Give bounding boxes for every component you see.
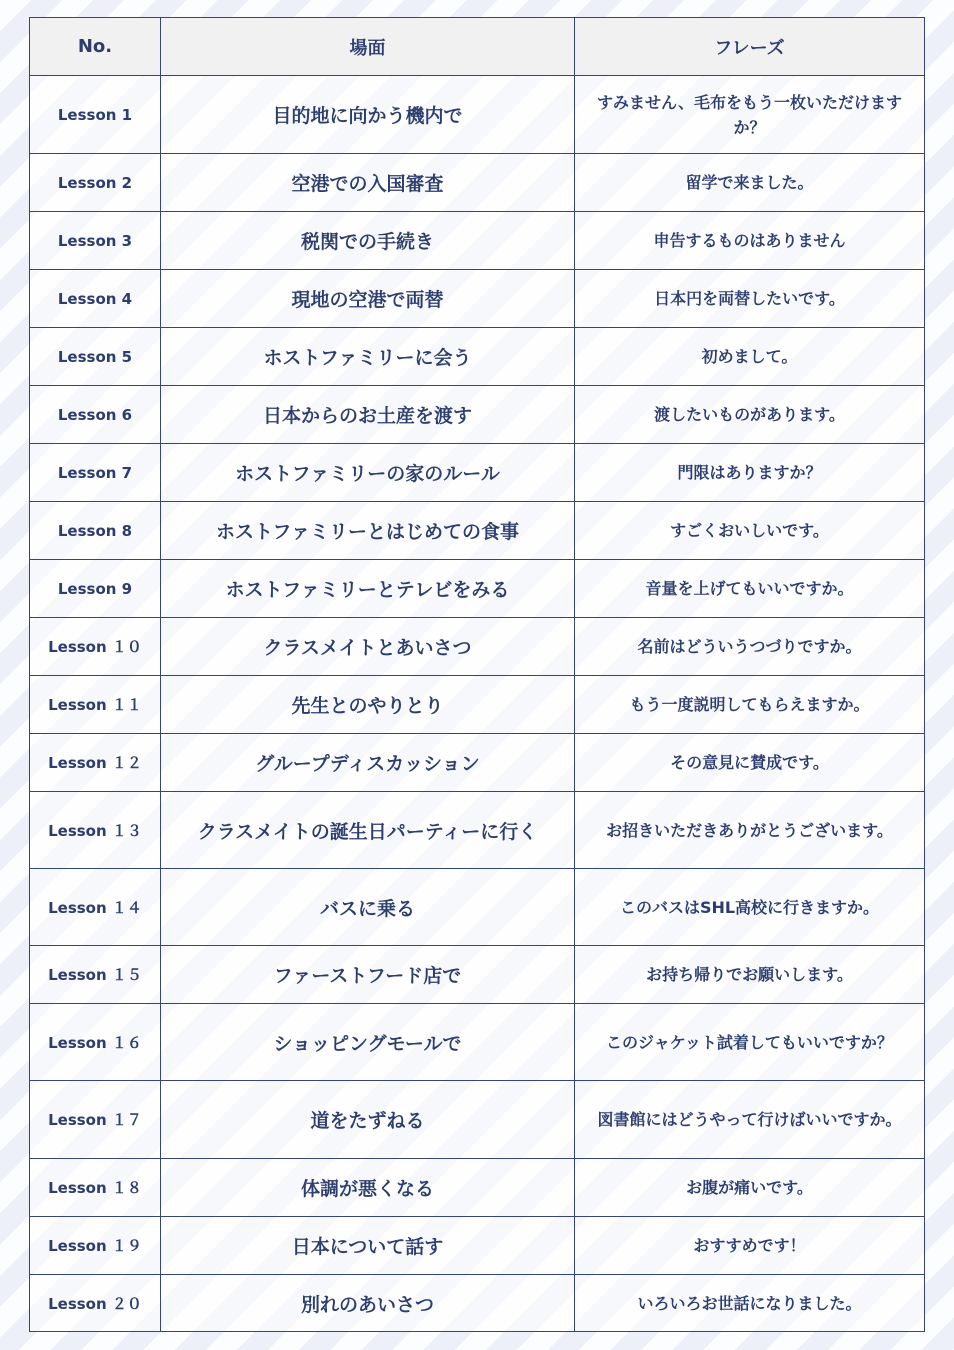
scene-cell: 別れのあいさつ	[161, 1275, 575, 1332]
phrase-cell: おすすめです！	[575, 1217, 925, 1275]
table-row	[30, 869, 925, 946]
phrase-cell: 留学で来ました。	[575, 154, 925, 212]
table-row	[30, 76, 925, 154]
lesson-number: Lesson １８	[30, 1159, 161, 1217]
table-header-row	[30, 18, 925, 76]
phrase-cell: 門限はありますか？	[575, 444, 925, 502]
scene-cell: 日本について話す	[161, 1217, 575, 1275]
lesson-number: Lesson 3	[30, 212, 161, 270]
lesson-number: Lesson 2	[30, 154, 161, 212]
lesson-number: Lesson １６	[30, 1004, 161, 1081]
phrase-cell: 音量を上げてもいいですか。	[575, 560, 925, 618]
scene-cell: クラスメイトの誕生日パーティーに行く	[161, 792, 575, 869]
table-row	[30, 502, 925, 560]
table-row	[30, 328, 925, 386]
phrase-cell: 申告するものはありません	[575, 212, 925, 270]
phrase-cell: もう一度説明してもらえますか。	[575, 676, 925, 734]
scene-cell: 税関での手続き	[161, 212, 575, 270]
table-row	[30, 1081, 925, 1159]
scene-cell: 目的地に向かう機内で	[161, 76, 575, 154]
phrase-cell: いろいろお世話になりました。	[575, 1275, 925, 1332]
table-row	[30, 1159, 925, 1217]
lesson-number: Lesson １９	[30, 1217, 161, 1275]
header-phrase: フレーズ	[575, 18, 925, 76]
table-row	[30, 1217, 925, 1275]
scene-cell: クラスメイトとあいさつ	[161, 618, 575, 676]
table-row	[30, 1275, 925, 1332]
scene-cell: ホストファミリーとテレビをみる	[161, 560, 575, 618]
lesson-number: Lesson １４	[30, 869, 161, 946]
table-row	[30, 212, 925, 270]
lesson-table-container	[29, 17, 924, 1332]
lesson-table	[29, 17, 925, 1332]
table-row	[30, 270, 925, 328]
lesson-number: Lesson １５	[30, 946, 161, 1004]
table-row	[30, 386, 925, 444]
header-scene: 場面	[161, 18, 575, 76]
scene-cell: ホストファミリーに会う	[161, 328, 575, 386]
lesson-number: Lesson 1	[30, 76, 161, 154]
table-row	[30, 444, 925, 502]
scene-cell: 道をたずねる	[161, 1081, 575, 1159]
lesson-number: Lesson 6	[30, 386, 161, 444]
lesson-number: Lesson 4	[30, 270, 161, 328]
lesson-number: Lesson ２０	[30, 1275, 161, 1332]
phrase-cell: 日本円を両替したいです。	[575, 270, 925, 328]
table-row	[30, 618, 925, 676]
lesson-number: Lesson １７	[30, 1081, 161, 1159]
scene-cell: 現地の空港で両替	[161, 270, 575, 328]
scene-cell: ファーストフード店で	[161, 946, 575, 1004]
phrase-cell: お腹が痛いです。	[575, 1159, 925, 1217]
phrase-cell: その意見に賛成です。	[575, 734, 925, 792]
phrase-cell: 初めまして。	[575, 328, 925, 386]
lesson-number: Lesson 9	[30, 560, 161, 618]
scene-cell: 先生とのやりとり	[161, 676, 575, 734]
phrase-cell: このジャケット試着してもいいですか？	[575, 1004, 925, 1081]
phrase-cell: すみません、毛布をもう一枚いただけますか？	[575, 76, 925, 154]
scene-cell: バスに乗る	[161, 869, 575, 946]
table-row	[30, 792, 925, 869]
table-row	[30, 946, 925, 1004]
phrase-cell: 図書館にはどうやって行けばいいですか。	[575, 1081, 925, 1159]
lesson-number: Lesson １２	[30, 734, 161, 792]
scene-cell: ショッピングモールで	[161, 1004, 575, 1081]
table-row	[30, 1004, 925, 1081]
lesson-number: Lesson 8	[30, 502, 161, 560]
lesson-number: Lesson １１	[30, 676, 161, 734]
phrase-cell: すごくおいしいです。	[575, 502, 925, 560]
scene-cell: 体調が悪くなる	[161, 1159, 575, 1217]
scene-cell: グループディスカッション	[161, 734, 575, 792]
table-row	[30, 676, 925, 734]
phrase-cell: 渡したいものがあります。	[575, 386, 925, 444]
header-no: No.	[30, 18, 161, 76]
scene-cell: 日本からのお土産を渡す	[161, 386, 575, 444]
lesson-number: Lesson １３	[30, 792, 161, 869]
phrase-cell: お持ち帰りでお願いします。	[575, 946, 925, 1004]
phrase-cell: このバスはSHL高校に行きますか。	[575, 869, 925, 946]
table-row	[30, 560, 925, 618]
scene-cell: ホストファミリーの家のルール	[161, 444, 575, 502]
table-row	[30, 734, 925, 792]
lesson-number: Lesson 7	[30, 444, 161, 502]
scene-cell: ホストファミリーとはじめての食事	[161, 502, 575, 560]
table-row	[30, 154, 925, 212]
scene-cell: 空港での入国審査	[161, 154, 575, 212]
lesson-number: Lesson １０	[30, 618, 161, 676]
phrase-cell: 名前はどういうつづりですか。	[575, 618, 925, 676]
phrase-cell: お招きいただきありがとうございます。	[575, 792, 925, 869]
lesson-number: Lesson 5	[30, 328, 161, 386]
